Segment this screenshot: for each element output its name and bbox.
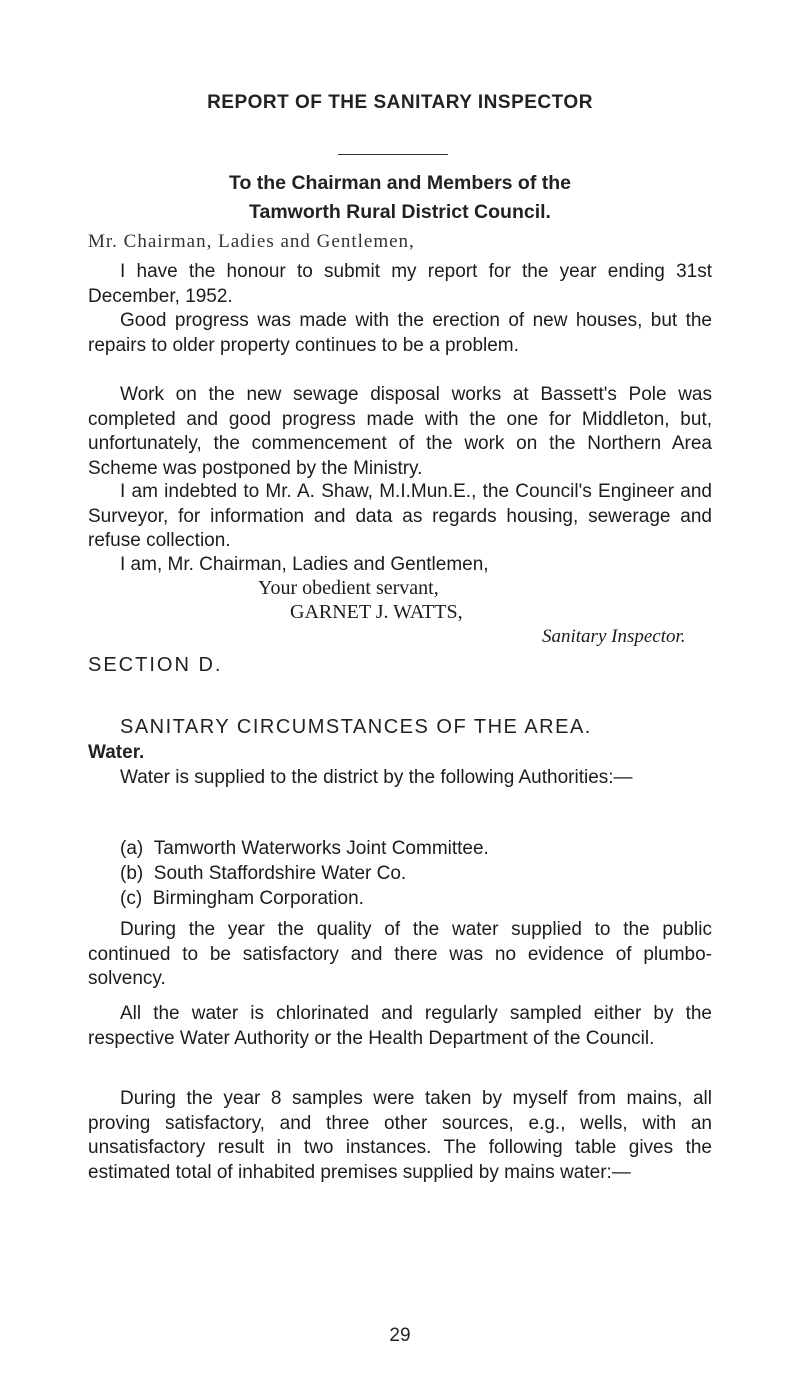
authority-item-b: (b) South Staffordshire Water Co. bbox=[120, 863, 407, 884]
section-heading: SECTION D. bbox=[88, 654, 223, 676]
signatory-name: GARNET J. WATTS, bbox=[290, 601, 463, 623]
letter-paragraph-4: I am indebted to Mr. A. Shaw, M.I.Mun.E., the Council's Engineer and Surveyor, for information and data as regards housing, sewerage and refuse collection. bbox=[88, 481, 712, 552]
authority-item-a: (a) Tamworth Waterworks Joint Committee. bbox=[120, 838, 489, 859]
salutation: Mr. Chairman, Ladies and Gentlemen, bbox=[88, 231, 415, 252]
water-paragraph-3: During the year 8 samples were taken by myself from mains, all proving satisfactory, and three other sources, e.g., wells, with an unsatisfactory result in two instances. The following table gives the estimated total of inhabited premises supplied by mains water:— bbox=[88, 1088, 712, 1183]
report-title: REPORT OF THE SANITARY INSPECTOR bbox=[207, 92, 593, 113]
letter-paragraph-3: Work on the new sewage disposal works at Bassett's Pole was completed and good progress made with the one for Middleton, but, unfortunately, the commencement of the work on the Northern Area Scheme was postponed by the Ministry. bbox=[88, 384, 712, 479]
water-heading: Water. bbox=[88, 742, 145, 763]
water-intro: Water is supplied to the district by the following Authorities:— bbox=[120, 767, 633, 788]
authority-item-c: (c) Birmingham Corporation. bbox=[120, 888, 364, 909]
divider bbox=[338, 154, 448, 155]
page-number: 29 bbox=[389, 1325, 411, 1346]
signatory-title: Sanitary Inspector. bbox=[542, 626, 686, 647]
address-line-1: To the Chairman and Members of the bbox=[228, 172, 571, 194]
letter-paragraph-2: Good progress was made with the erection of new houses, but the repairs to older property continues to be a problem. bbox=[88, 310, 712, 356]
water-paragraph-2: All the water is chlorinated and regularly sampled either by the respective Water Authority or the Health Department of the Council. bbox=[88, 1003, 712, 1049]
closing-line: I am, Mr. Chairman, Ladies and Gentlemen, bbox=[120, 554, 489, 575]
letter-paragraph-1: I have the honour to submit my report for the year ending 31st December, 1952. bbox=[88, 261, 712, 307]
valediction: Your obedient servant, bbox=[258, 577, 439, 599]
section-subheading: SANITARY CIRCUMSTANCES OF THE AREA. bbox=[120, 716, 592, 738]
address-line-2: Tamworth Rural District Council. bbox=[249, 201, 551, 223]
water-paragraph-1: During the year the quality of the water supplied to the public continued to be satisfactory and there was no evidence of plumbo-solvency. bbox=[88, 919, 712, 990]
